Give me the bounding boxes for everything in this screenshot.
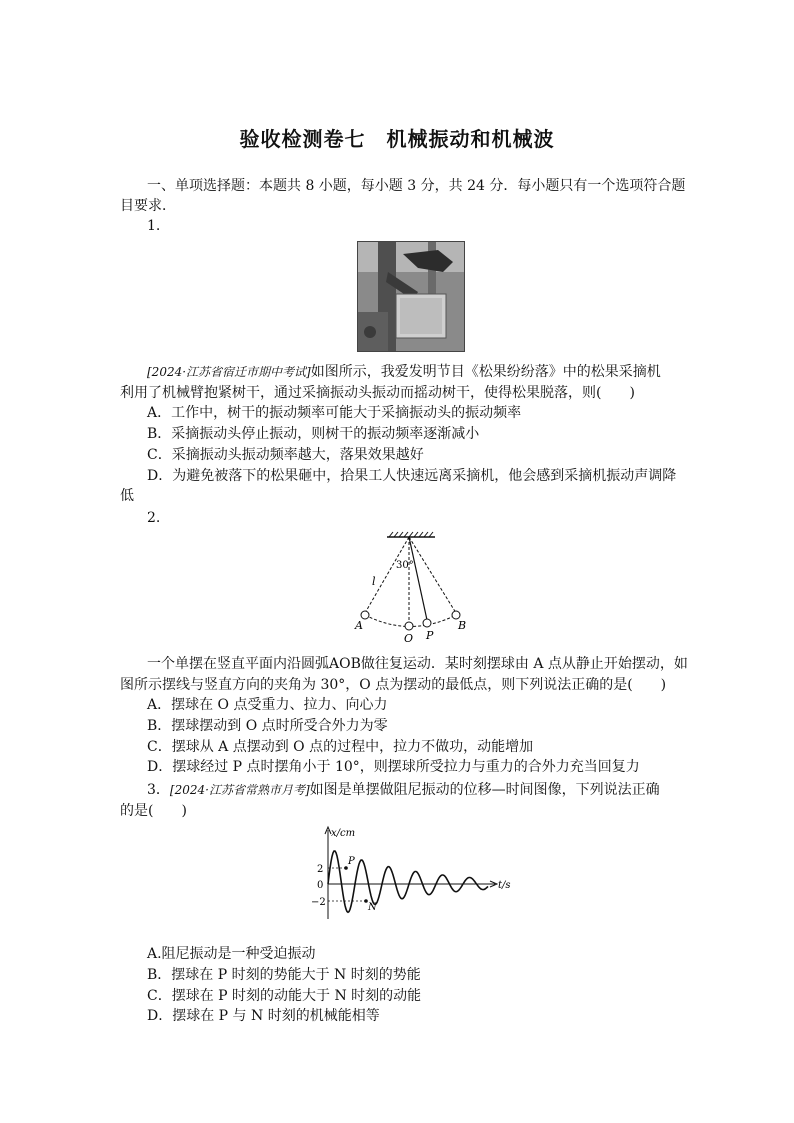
q3-option-c: C．摆球在 P 时刻的动能大于 N 时刻的动能	[147, 988, 422, 1004]
length-label: l	[372, 575, 376, 588]
q2-number: 2.	[147, 510, 161, 526]
q3-source: [2024·江苏省常熟市月考]	[169, 783, 310, 797]
page-title: 验收检测卷七 机械振动和机械波	[239, 127, 555, 151]
q2-option-d: D．摆球经过 P 点时摆角小于 10°，则摆球所受拉力与重力的合外力充当回复力	[147, 759, 640, 775]
x-axis-label: t/s	[498, 880, 511, 891]
q3-option-d: D．摆球在 P 与 N 时刻的机械能相等	[147, 1008, 380, 1024]
label-P: P	[348, 856, 355, 867]
q2-stem-line1: 一个单摆在竖直平面内沿圆弧AOB做往复运动．某时刻摆球由 A 点从静止开始摆动，如	[147, 656, 688, 672]
damped-oscillation-graph	[300, 824, 520, 924]
q3-stem-text: 如图是单摆做阻尼振动的位移—时间图像，下列说法正确	[309, 782, 660, 798]
tick-neg2: −2	[311, 897, 326, 908]
q1-number: 1.	[147, 218, 161, 234]
ball-O	[405, 622, 413, 630]
q1-option-b: B．采摘振动头停止振动，则树干的振动频率逐渐减小	[147, 426, 480, 442]
q3-option-a: A.阻尼振动是一种受迫振动	[147, 946, 316, 962]
q1-stem-text: 如图所示，我爱发明节目《松果纷纷落》中的松果采摘机	[310, 364, 661, 380]
string-to-B	[409, 537, 456, 613]
q1-stem-line1	[147, 362, 661, 382]
section-heading-line1: 一、单项选择题：本题共 8 小题，每小题 3 分，共 24 分．每小题只有一个选项符合题	[147, 178, 686, 194]
q3-number: 3．	[147, 782, 170, 798]
ball-B	[452, 611, 460, 619]
ball-P	[423, 619, 431, 627]
q2-option-a: A．摆球在 O 点受重力、拉力、向心力	[147, 697, 388, 713]
q1-option-a: A．工作中，树干的振动频率可能大于采摘振动头的振动频率	[147, 405, 522, 421]
q1-option-c: C．采摘振动头振动频率越大，落果效果越好	[147, 447, 424, 463]
photo-illustration	[358, 242, 464, 351]
string-to-P	[409, 537, 427, 620]
section-heading-line2: 目要求．	[120, 198, 176, 214]
label-N: N	[368, 902, 377, 913]
label-B: B	[458, 619, 467, 632]
q1-source: [2024·江苏省宿迁市期中考试]	[147, 365, 311, 379]
q1-option-d-line2: 低	[120, 488, 134, 504]
label-A: A	[355, 619, 363, 632]
pendulum-figure	[340, 528, 480, 646]
q2-option-b: B．摆球摆动到 O 点时所受合外力为零	[147, 718, 388, 734]
q1-option-d-line1: D．为避免被落下的松果砸中，拾果工人快速远离采摘机，他会感到采摘机振动声调降	[147, 468, 677, 484]
pine-cone-picker-photo	[357, 241, 465, 352]
y-axis-label: x/cm	[331, 828, 356, 839]
q3-option-b: B．摆球在 P 时刻的势能大于 N 时刻的势能	[147, 967, 421, 983]
q3-stem-line2: 的是( )	[120, 803, 187, 819]
tick-0: 0	[317, 880, 324, 891]
angle-label: 30°	[396, 560, 414, 571]
q1-stem-line2: 利用了机械臂抱紧树干，通过采摘振动头振动而摇动树干，使得松果脱落，则( )	[120, 385, 635, 401]
q3-stem-line1	[147, 780, 660, 800]
label-O: O	[404, 632, 414, 645]
tick-2: 2	[317, 864, 324, 875]
ball-A	[361, 611, 369, 619]
q2-stem-line2: 图所示摆线与竖直方向的夹角为 30°，O 点为摆动的最低点，则下列说法正确的是( )	[120, 677, 667, 693]
q2-option-c: C．摆球从 A 点摆动到 O 点的过程中，拉力不做功，动能增加	[147, 739, 534, 755]
label-P: P	[426, 629, 434, 642]
